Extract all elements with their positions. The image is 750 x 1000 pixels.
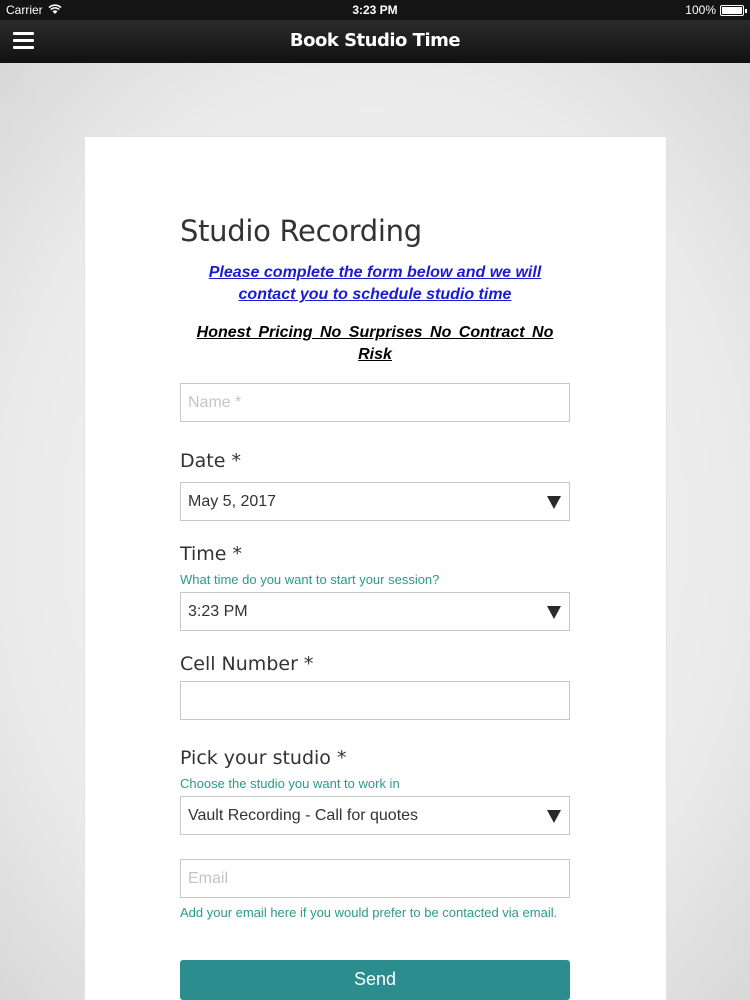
intro-link[interactable]: Please complete the form below and we will contact you to schedule studio time: [208, 264, 542, 303]
carrier-label: Carrier: [6, 3, 43, 17]
studio-hint: Choose the studio you want to work in: [180, 776, 400, 791]
dropdown-arrow-icon: [547, 496, 561, 509]
nav-title: Book Studio Time: [289, 30, 461, 51]
send-button[interactable]: Send: [180, 960, 570, 1000]
email-placeholder: Email: [188, 870, 229, 887]
status-clock: 3:23 PM: [352, 3, 398, 17]
studio-label: Pick your studio *: [180, 747, 347, 769]
date-value: May 5, 2017: [188, 493, 277, 510]
cell-number-label: Cell Number *: [180, 653, 314, 675]
battery-icon: [720, 5, 744, 16]
cell-number-input[interactable]: [180, 681, 570, 720]
email-hint: Add your email here if you would prefer to be contacted via email.: [180, 905, 558, 920]
dropdown-arrow-icon: [547, 606, 561, 619]
time-value: 3:23 PM: [188, 603, 248, 620]
time-select[interactable]: [180, 592, 570, 631]
dropdown-arrow-icon: [547, 810, 561, 823]
date-label: Date *: [180, 450, 241, 472]
time-hint: What time do you want to start your session?: [180, 572, 440, 587]
email-input[interactable]: [180, 859, 570, 898]
studio-select[interactable]: [180, 796, 570, 835]
tagline: Honest Pricing No Surprises No Contract No Risk: [196, 324, 554, 363]
name-placeholder: Name *: [188, 394, 242, 411]
battery-percent: 100%: [685, 3, 716, 17]
form-title: Studio Recording: [180, 214, 422, 248]
date-select[interactable]: [180, 482, 570, 521]
status-bar: [0, 0, 750, 20]
time-label: Time *: [180, 543, 243, 565]
studio-value: Vault Recording - Call for quotes: [188, 807, 419, 824]
nav-bar: [0, 20, 750, 63]
name-input[interactable]: [180, 383, 570, 422]
